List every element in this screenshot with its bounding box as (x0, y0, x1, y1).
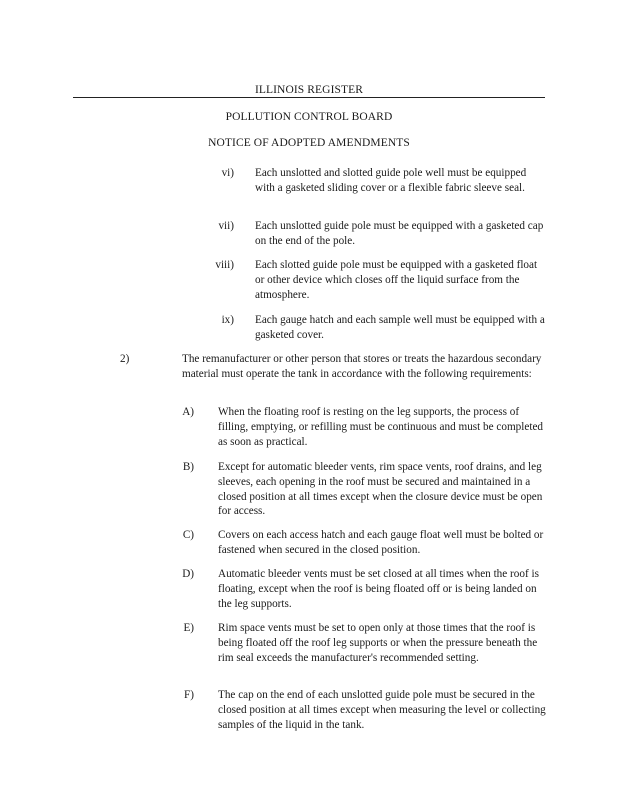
item-label-b: B) (182, 461, 194, 473)
item-label-a: A) (182, 406, 194, 418)
board-name: POLLUTION CONTROL BOARD (225, 111, 393, 123)
item-text-vii: Each unslotted guide pole must be equipped with a gasketed cap on the end of the pole. (255, 220, 544, 247)
item-text-c: Covers on each access hatch and each gauge float well must be bolted or fastened when secured in the closed position. (218, 529, 544, 556)
item-text-a: When the floating roof is resting on the leg supports, the process of filling, emptying, or refilling must be continuous and must be completed as soon as practical. (218, 406, 544, 448)
header-rule (73, 97, 545, 98)
item-text-e: Rim space vents must be set to open only at those times that the roof is being floated off the roof leg supports or when the pressure beneath the rim seal exceeds the manufacturer's recommended setting. (218, 622, 538, 664)
item-text-viii: Each slotted guide pole must be equipped with a gasketed float or other device which closes off the liquid surface from the atmosphere. (255, 259, 538, 301)
item-label-vi: vi) (221, 167, 234, 179)
item-label-c: C) (182, 529, 194, 541)
notice-title: NOTICE OF ADOPTED AMENDMENTS (208, 137, 410, 149)
item-text-2: The remanufacturer or other person that stores or treats the hazardous secondary material must operate the tank in accordance with the following requirements: (182, 353, 542, 380)
item-label-ix: ix) (221, 314, 234, 326)
item-label-2: 2) (120, 353, 130, 365)
item-label-e: E) (183, 622, 194, 634)
register-title: ILLINOIS REGISTER (254, 84, 364, 96)
item-text-b: Except for automatic bleeder vents, rim space vents, roof drains, and leg sleeves, each opening in the roof must be secured and maintained in a closed position at all times except when the closure device must be open for access. (218, 461, 543, 518)
item-text-ix: Each gauge hatch and each sample well must be equipped with a gasketed cover. (255, 314, 545, 341)
item-text-f: The cap on the end of each unslotted guide pole must be secured in the closed position at all times except when measuring the level or collecting samples of the liquid in the tank. (218, 689, 546, 731)
item-label-viii: viii) (215, 259, 234, 271)
item-label-vii: vii) (218, 220, 234, 232)
item-text-vi: Each unslotted and slotted guide pole well must be equipped with a gasketed sliding cover or a flexible fabric sleeve seal. (255, 167, 527, 194)
item-text-d: Automatic bleeder vents must be set closed at all times when the roof is floating, except when the roof is being floated off or is being landed on the leg supports. (218, 568, 539, 610)
item-label-d: D) (182, 568, 194, 580)
item-label-f: F) (184, 689, 194, 701)
